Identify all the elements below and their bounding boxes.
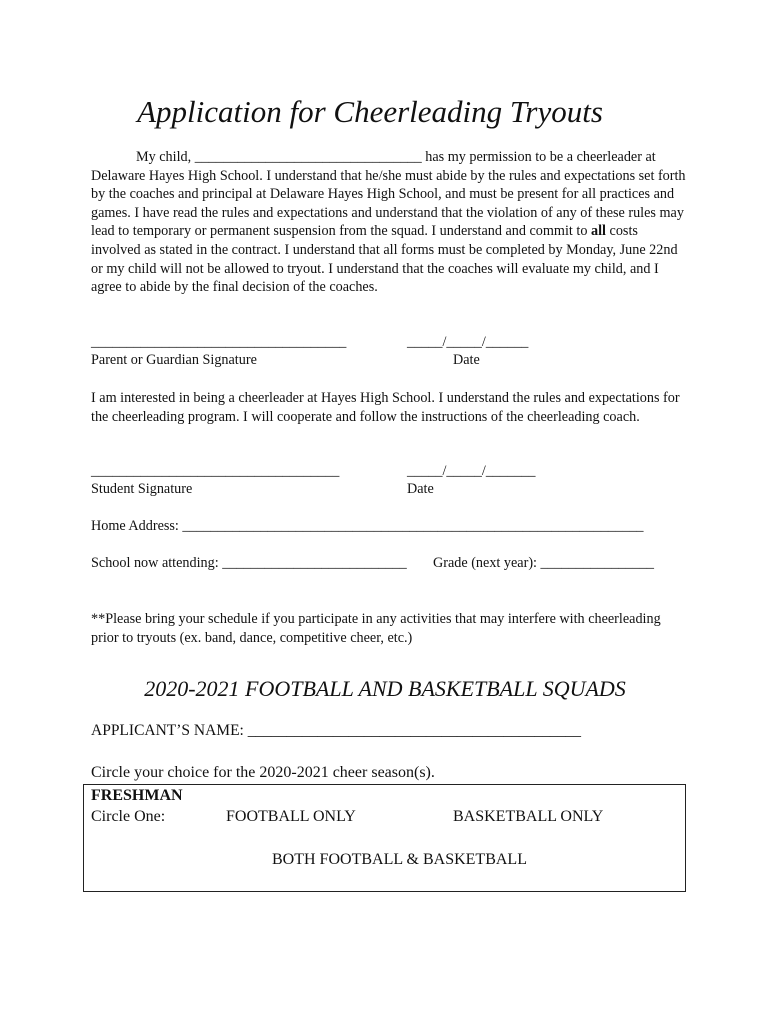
student-date-label: Date [407,481,434,497]
circle-one-label: Circle One: [91,808,166,825]
option-football-only[interactable]: FOOTBALL ONLY [226,808,356,825]
applicant-name-field[interactable]: APPLICANT’S NAME: ___________________________________________ [91,722,581,739]
student-date-line[interactable]: _____/_____/_______ [407,463,536,479]
grade-next-year-field[interactable]: Grade (next year): ________________ [433,555,655,571]
student-statement: I am interested in being a cheerleader at Hayes High School. I understand the rules and expectations for the cheerleading program. I will cooperate and follow the instructions of the cheerleading coach. [91,390,680,425]
parent-date-label: Date [453,352,480,368]
permission-start: My child, [136,149,195,165]
parent-signature-line[interactable]: ____________________________________ [91,334,347,350]
schedule-note: **Please bring your schedule if you participate in any activities that may interfere with cheerleading prior to tryouts (ex. band, dance, competitive cheer, etc.) [91,611,661,646]
permission-text-2: costs involved as stated in the contract. I understand that all forms must be completed by Monday, June 22nd or my child will not be allowed to tryout. I understand that the coaches will evaluate my child, and I agree to abide by the final decision of the coaches. [91,223,678,296]
student-signature-line[interactable]: ___________________________________ [91,463,340,479]
circle-choice-prompt: Circle your choice for the 2020-2021 cheer season(s). [91,764,435,781]
student-signature-label: Student Signature [91,481,193,497]
permission-paragraph [91,148,691,297]
freshman-heading: FRESHMAN [91,787,183,804]
option-both[interactable]: BOTH FOOTBALL & BASKETBALL [272,851,527,868]
permission-bold-all: all [591,223,606,240]
section-title: 2020-2021 FOOTBALL AND BASKETBALL SQUADS [144,676,626,701]
option-basketball-only[interactable]: BASKETBALL ONLY [453,808,604,825]
permission-text-1: has my permission to be a cheerleader at Delaware Hayes High School. I understand that he/she must abide by the rules and expectations set forth by the coaches and principal at Delaware Hayes High School, and must be present for all practices and games. I have read the rules and expectations and understand that the violation of any of these rules may lead to temporary or permanent suspension from the squad. I understand and commit to [91,149,686,240]
page-title: Application for Cheerleading Tryouts [137,94,603,129]
home-address-field[interactable]: Home Address: _________________________________________________________________ [91,518,644,534]
child-name-blank[interactable]: ________________________________ [194,149,422,165]
parent-signature-label: Parent or Guardian Signature [91,352,257,368]
school-attending-field[interactable]: School now attending: __________________________ [91,555,407,571]
parent-date-line[interactable]: _____/_____/______ [407,334,529,350]
